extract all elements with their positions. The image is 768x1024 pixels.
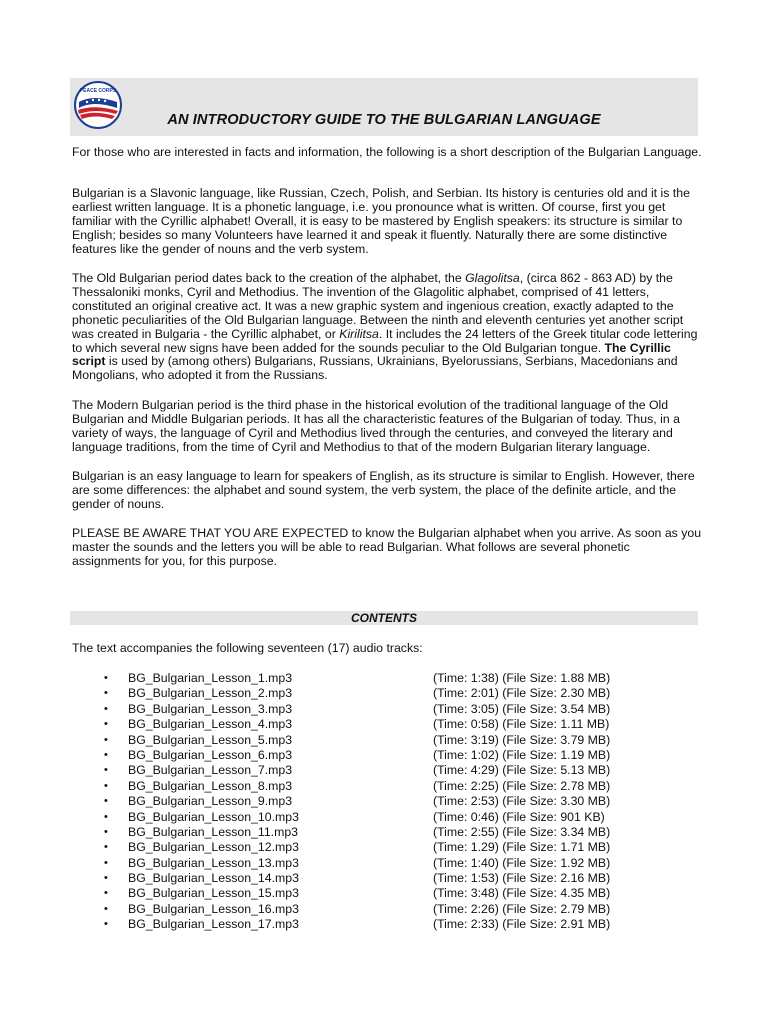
- track-file-name: BG_Bulgarian_Lesson_4.mp3: [128, 717, 293, 732]
- contents-heading: CONTENTS: [351, 611, 417, 625]
- bullet-icon: •: [104, 902, 108, 915]
- track-file-name: BG_Bulgarian_Lesson_6.mp3: [128, 747, 293, 762]
- bullet-icon: •: [104, 748, 108, 761]
- track-time-size: (Time: 3:19) (File Size: 3.79 MB): [433, 732, 611, 747]
- track-file-name: BG_Bulgarian_Lesson_9.mp3: [128, 794, 293, 809]
- track-file-name: BG_Bulgarian_Lesson_8.mp3: [128, 778, 293, 793]
- track-time-size: (Time: 1.29) (File Size: 1.71 MB): [433, 840, 611, 855]
- bullet-icon: •: [104, 687, 108, 700]
- bullet-icon: •: [104, 872, 108, 885]
- bullet-icon: •: [104, 733, 108, 746]
- bullet-icon: •: [104, 810, 108, 823]
- track-time-size: (Time: 1:38) (File Size: 1.88 MB): [433, 671, 611, 685]
- intro-paragraph-1: For those who are interested in facts and information, the following is a short description of the Bulgarian Language.: [72, 145, 702, 159]
- bullet-icon: •: [104, 856, 108, 869]
- track-file-name: BG_Bulgarian_Lesson_17.mp3: [128, 917, 299, 932]
- track-file-name: BG_Bulgarian_Lesson_3.mp3: [128, 701, 293, 716]
- track-list-item: [0, 902, 768, 917]
- track-time-size: (Time: 2:25) (File Size: 2.78 MB): [433, 778, 611, 793]
- track-file-name: BG_Bulgarian_Lesson_12.mp3: [128, 840, 299, 855]
- track-list-item: [0, 886, 768, 901]
- track-list-item: [0, 856, 768, 871]
- track-file-name: BG_Bulgarian_Lesson_11.mp3: [128, 824, 298, 839]
- track-file-name: BG_Bulgarian_Lesson_13.mp3: [128, 855, 299, 870]
- paragraph-text: is used by (among others) Bulgarians, Russians, Ukrainians, Byelorussians, Serbians, Macedonians and Mongolians, who adopted it from the Russians.: [72, 354, 678, 383]
- track-time-size: (Time: 3:05) (File Size: 3.54 MB): [433, 701, 611, 716]
- intro-paragraph-3: [72, 272, 702, 383]
- paragraph-text: . It includes the 24 letters of the Greek titular code lettering to which several new signs have been added for the sounds peculiar to the Old Bulgarian tongue.: [72, 326, 698, 355]
- track-file-name: BG_Bulgarian_Lesson_2.mp3: [128, 686, 293, 701]
- track-list-item: [0, 810, 768, 825]
- bullet-icon: •: [104, 825, 108, 838]
- cyrillic-script-term: The Cyrillic script: [72, 340, 671, 369]
- track-time-size: (Time: 2:01) (File Size: 2.30 MB): [433, 686, 611, 701]
- track-file-name: BG_Bulgarian_Lesson_15.mp3: [128, 886, 299, 901]
- track-time-size: (Time: 2:33) (File Size: 2.91 MB): [433, 917, 611, 932]
- track-file-name: BG_Bulgarian_Lesson_7.mp3: [128, 763, 293, 778]
- track-list-item: [0, 917, 768, 932]
- bullet-icon: •: [104, 887, 108, 900]
- track-list-item: [0, 717, 768, 732]
- track-file-name: BG_Bulgarian_Lesson_10.mp3: [128, 809, 299, 824]
- track-time-size: (Time: 1:02) (File Size: 1.19 MB): [433, 747, 611, 762]
- track-time-size: (Time: 3:48) (File Size: 4.35 MB): [433, 886, 611, 901]
- intro-paragraph-5: Bulgarian is an easy language to learn for speakers of English, as its structure is similar to English. However, there are some differences: the alphabet and sound system, the verb system, the place of the definite article, and the gender of nouns.: [72, 469, 695, 511]
- track-time-size: (Time: 2:55) (File Size: 3.34 MB): [433, 824, 611, 839]
- track-time-size: (Time: 1:40) (File Size: 1.92 MB): [433, 855, 611, 870]
- kirilitsa-term: Kirilitsa: [339, 326, 379, 341]
- track-file-name: BG_Bulgarian_Lesson_5.mp3: [128, 732, 293, 747]
- track-list-item: [0, 686, 768, 701]
- intro-paragraph-4: The Modern Bulgarian period is the third phase in the historical evolution of the traditional language of the Old Bulgarian and Middle Bulgarian periods. It has all the characteristic features of the Bulgarian of today. Thus, in a variety of ways, the language of Cyril and Methodius lived through the centuries, and conveyed the literary and language traditions, from the time of Cyril and Methodius to that of the modern Bulgarian literary language.: [72, 398, 680, 454]
- track-time-size: (Time: 1:53) (File Size: 2.16 MB): [433, 871, 611, 886]
- paragraph-text: The Old Bulgarian period dates back to the creation of the alphabet, the: [72, 271, 466, 285]
- bullet-icon: •: [104, 702, 108, 715]
- bullet-icon: •: [104, 918, 108, 931]
- track-time-size: (Time: 4:29) (File Size: 5.13 MB): [433, 763, 611, 778]
- bullet-icon: •: [104, 795, 108, 808]
- tracks-intro: The text accompanies the following seventeen (17) audio tracks:: [72, 641, 423, 655]
- audio-track-list: [0, 671, 768, 933]
- track-list-item: [0, 733, 768, 748]
- track-list-item: [0, 871, 768, 886]
- track-file-name: BG_Bulgarian_Lesson_16.mp3: [128, 901, 299, 916]
- bullet-icon: •: [104, 841, 108, 854]
- track-list-item: [0, 671, 768, 686]
- track-time-size: (Time: 2:26) (File Size: 2.79 MB): [433, 901, 611, 916]
- intro-paragraph-2: Bulgarian is a Slavonic language, like Russian, Czech, Polish, and Serbian. Its history is centuries old and it is the earliest written language. It is a phonetic language, i.e. you pronounce what is written. Of course, first you get familiar with the Cyrillic alphabet! Overall, it is easy to be mastered by English speakers: its structure is similar to English; besides so many Volunteers have learned it and speak it fluently. Naturally there are some distinctive features like the gender of nouns and the verb system.: [72, 186, 690, 256]
- track-list-item: [0, 779, 768, 794]
- track-time-size: (Time: 2:53) (File Size: 3.30 MB): [433, 794, 611, 809]
- bullet-icon: •: [104, 779, 108, 792]
- track-time-size: (Time: 0:46) (File Size: 901 KB): [433, 809, 605, 824]
- bullet-icon: •: [104, 718, 108, 731]
- track-list-item: [0, 763, 768, 778]
- track-list-item: [0, 825, 768, 840]
- track-list-item: [0, 840, 768, 855]
- bullet-icon: •: [104, 672, 108, 684]
- logo-text: PEACE CORPS: [79, 88, 117, 94]
- track-list-item: [0, 748, 768, 763]
- track-list-item: [0, 794, 768, 809]
- paragraph-text: , (circa 862 - 863 AD) by the Thessaloniki monks, Cyril and Methodius. The invention of the Glagolitic alphabet, comprised of 41 letters, constituted an original creative act. It was a new graphic system and ingenious creation, exactly adapted to the phonetic peculiarities of the Old Bulgarian language. Between the ninth and eleventh centuries yet another script was created in Bulgaria - the Cyrillic alphabet, or: [72, 271, 684, 341]
- track-time-size: (Time: 0:58) (File Size: 1.11 MB): [433, 717, 610, 732]
- track-file-name: BG_Bulgarian_Lesson_14.mp3: [128, 871, 299, 886]
- track-list-item: [0, 702, 768, 717]
- document-title: AN INTRODUCTORY GUIDE TO THE BULGARIAN LANGUAGE: [167, 112, 601, 128]
- track-file-name: BG_Bulgarian_Lesson_1.mp3: [128, 671, 293, 685]
- intro-paragraph-6: PLEASE BE AWARE THAT YOU ARE EXPECTED to know the Bulgarian alphabet when you arrive. As soon as you master the sounds and the letters you will be able to read Bulgarian. What follows are several phonetic assignments for you, for this purpose.: [72, 526, 702, 568]
- glagolitsa-term: Glagolitsa: [465, 271, 520, 285]
- bullet-icon: •: [104, 764, 108, 777]
